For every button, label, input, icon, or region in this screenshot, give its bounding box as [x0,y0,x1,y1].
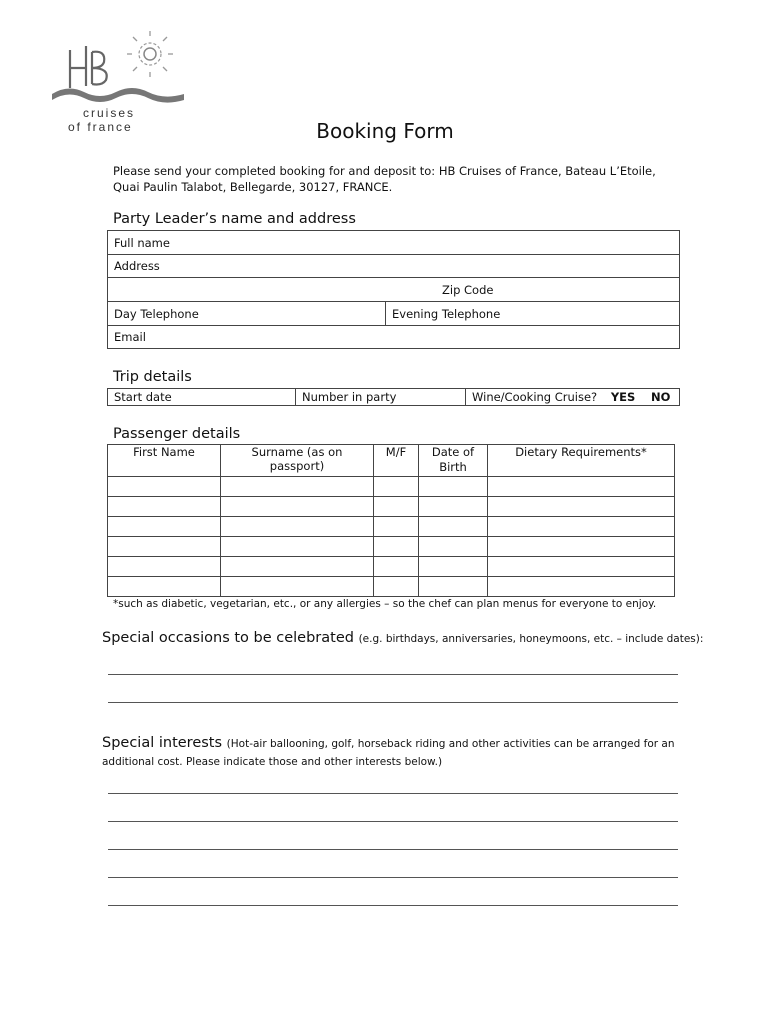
number-in-party-label: Number in party [302,390,397,404]
logo-text-line2: of france [68,120,133,134]
column-date-of-birth: Date of Birth [419,445,488,477]
column-surname: Surname (as on passport) [221,445,374,477]
zip-code-field[interactable] [108,278,680,302]
wine-cooking-cruise-field [466,389,680,406]
yes-option[interactable]: YES [610,390,636,404]
dietary-cell[interactable] [488,557,675,577]
passenger-table [107,444,675,597]
surname-cell[interactable] [221,477,374,497]
dob-cell[interactable] [419,497,488,517]
intro-text: Please send your completed booking for and deposit to: HB Cruises of France, Bateau L’Etoile, Quai Paulin Talabot, Bellegarde, 30127, FRANCE. [113,164,656,194]
dietary-cell[interactable] [488,497,675,517]
special-occasions-heading [102,630,703,646]
passenger-details-heading: Passenger details [113,426,241,442]
table-row [108,557,675,577]
dob-cell[interactable] [419,557,488,577]
surname-cell[interactable] [221,557,374,577]
trip-details-table [107,388,680,406]
first-name-cell[interactable] [108,517,221,537]
start-date-field[interactable] [108,389,296,406]
email-label: Email [114,330,146,344]
dietary-cell[interactable] [488,517,675,537]
full-name-field[interactable] [108,231,680,255]
start-date-label: Start date [114,390,172,404]
occasions-line-1[interactable] [108,674,678,675]
trip-details-heading: Trip details [113,369,192,385]
column-gender: M/F [374,445,419,477]
dob-cell[interactable] [419,477,488,497]
page-title [0,119,770,143]
dietary-cell[interactable] [488,577,675,597]
interests-line-3[interactable] [108,849,678,850]
gender-cell[interactable] [374,477,419,497]
first-name-cell[interactable] [108,497,221,517]
no-option[interactable]: NO [650,390,671,404]
surname-cell[interactable] [221,577,374,597]
interests-line-2[interactable] [108,821,678,822]
table-row [108,497,675,517]
special-occasions-title: Special occasions to be celebrated [102,630,354,646]
special-interests-note: (Hot-air ballooning, golf, horseback riding and other activities can be arranged for an additional cost. Please indicate those and other interests below.) [102,738,675,768]
gender-cell[interactable] [374,537,419,557]
first-name-cell[interactable] [108,537,221,557]
column-first-name: First Name [108,445,221,477]
column-dietary: Dietary Requirements* [488,445,675,477]
address-field[interactable] [108,255,680,278]
party-leader-heading: Party Leader’s name and address [113,211,356,227]
surname-cell[interactable] [221,537,374,557]
first-name-cell[interactable] [108,477,221,497]
wine-cooking-cruise-label: Wine/Cooking Cruise? [472,390,598,404]
special-interests-title: Special interests [102,735,223,751]
interests-line-4[interactable] [108,877,678,878]
special-occasions-note: (e.g. birthdays, anniversaries, honeymoons, etc. – include dates): [358,633,704,645]
surname-cell[interactable] [221,517,374,537]
special-interests-heading [102,735,682,771]
gender-cell[interactable] [374,497,419,517]
table-row [108,537,675,557]
logo-text-line1: cruises [83,106,136,120]
logo-mark-icon [48,28,188,108]
dob-cell[interactable] [419,517,488,537]
dietary-cell[interactable] [488,537,675,557]
dob-cell[interactable] [419,537,488,557]
table-row [108,577,675,597]
day-telephone-field[interactable] [108,302,386,326]
party-leader-table [107,230,680,349]
full-name-label: Full name [114,235,170,250]
number-in-party-field[interactable] [296,389,466,406]
dietary-footnote: *such as diabetic, vegetarian, etc., or any allergies – so the chef can plan menus for everyone to enjoy. [113,598,657,610]
zip-code-label: Zip Code [442,282,494,297]
page-title-text: Booking Form [316,119,454,143]
evening-telephone-field[interactable] [386,302,680,326]
evening-telephone-label: Evening Telephone [392,306,501,321]
gender-cell[interactable] [374,557,419,577]
table-row [108,477,675,497]
first-name-cell[interactable] [108,577,221,597]
first-name-cell[interactable] [108,557,221,577]
day-telephone-label: Day Telephone [114,306,199,321]
occasions-line-2[interactable] [108,702,678,703]
interests-line-5[interactable] [108,905,678,906]
interests-line-1[interactable] [108,793,678,794]
surname-cell[interactable] [221,497,374,517]
passenger-table-header [108,445,675,477]
table-row [108,517,675,537]
gender-cell[interactable] [374,577,419,597]
gender-cell[interactable] [374,517,419,537]
email-field[interactable] [108,326,680,349]
address-label: Address [114,259,160,273]
dob-cell[interactable] [419,577,488,597]
dietary-cell[interactable] [488,477,675,497]
